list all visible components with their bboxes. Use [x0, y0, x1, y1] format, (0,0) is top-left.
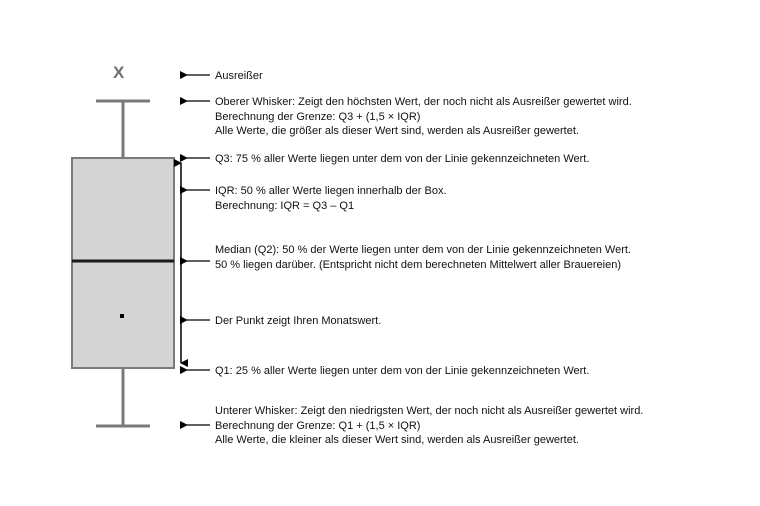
- q3-label: Q3: 75 % aller Werte liegen unter dem von der Linie gekennzeichneten Wert.: [215, 153, 590, 165]
- median-label: Median (Q2): 50 % der Werte liegen unter dem von der Linie gekennzeichneten Wert. 50 % liegen darüber. (Entspricht nicht dem berechneten Mittelwert aller Brauereien): [215, 244, 631, 271]
- q1-label: Q1: 25 % aller Werte liegen unter dem von der Linie gekennzeichneten Wert.: [215, 365, 590, 377]
- monthly-value-point: [120, 314, 124, 318]
- iqr-label: IQR: 50 % aller Werte liegen innerhalb der Box. Berechnung: IQR = Q3 – Q1: [215, 185, 447, 212]
- outlier-x-icon: X: [113, 63, 125, 82]
- outlier-label: Ausreißer: [215, 70, 263, 82]
- point-label: Der Punkt zeigt Ihren Monatswert.: [215, 315, 382, 327]
- lower-whisker-label: Unterer Whisker: Zeigt den niedrigsten Wert, der noch nicht als Ausreißer gewertet wird. Berechnung der Grenze: Q1 + (1,5 × IQR) Alle Werte, die kleiner als dieser Wert sind, werden als Ausreißer gewertet.: [215, 405, 644, 446]
- iqr-box: [72, 158, 174, 368]
- upper-whisker-label: Oberer Whisker: Zeigt den höchsten Wert, der noch nicht als Ausreißer gewertet wird. Berechnung der Grenze: Q3 + (1,5 × IQR) Alle Werte, die größer als dieser Wert sind, werden als Ausreißer gewertet.: [215, 96, 632, 137]
